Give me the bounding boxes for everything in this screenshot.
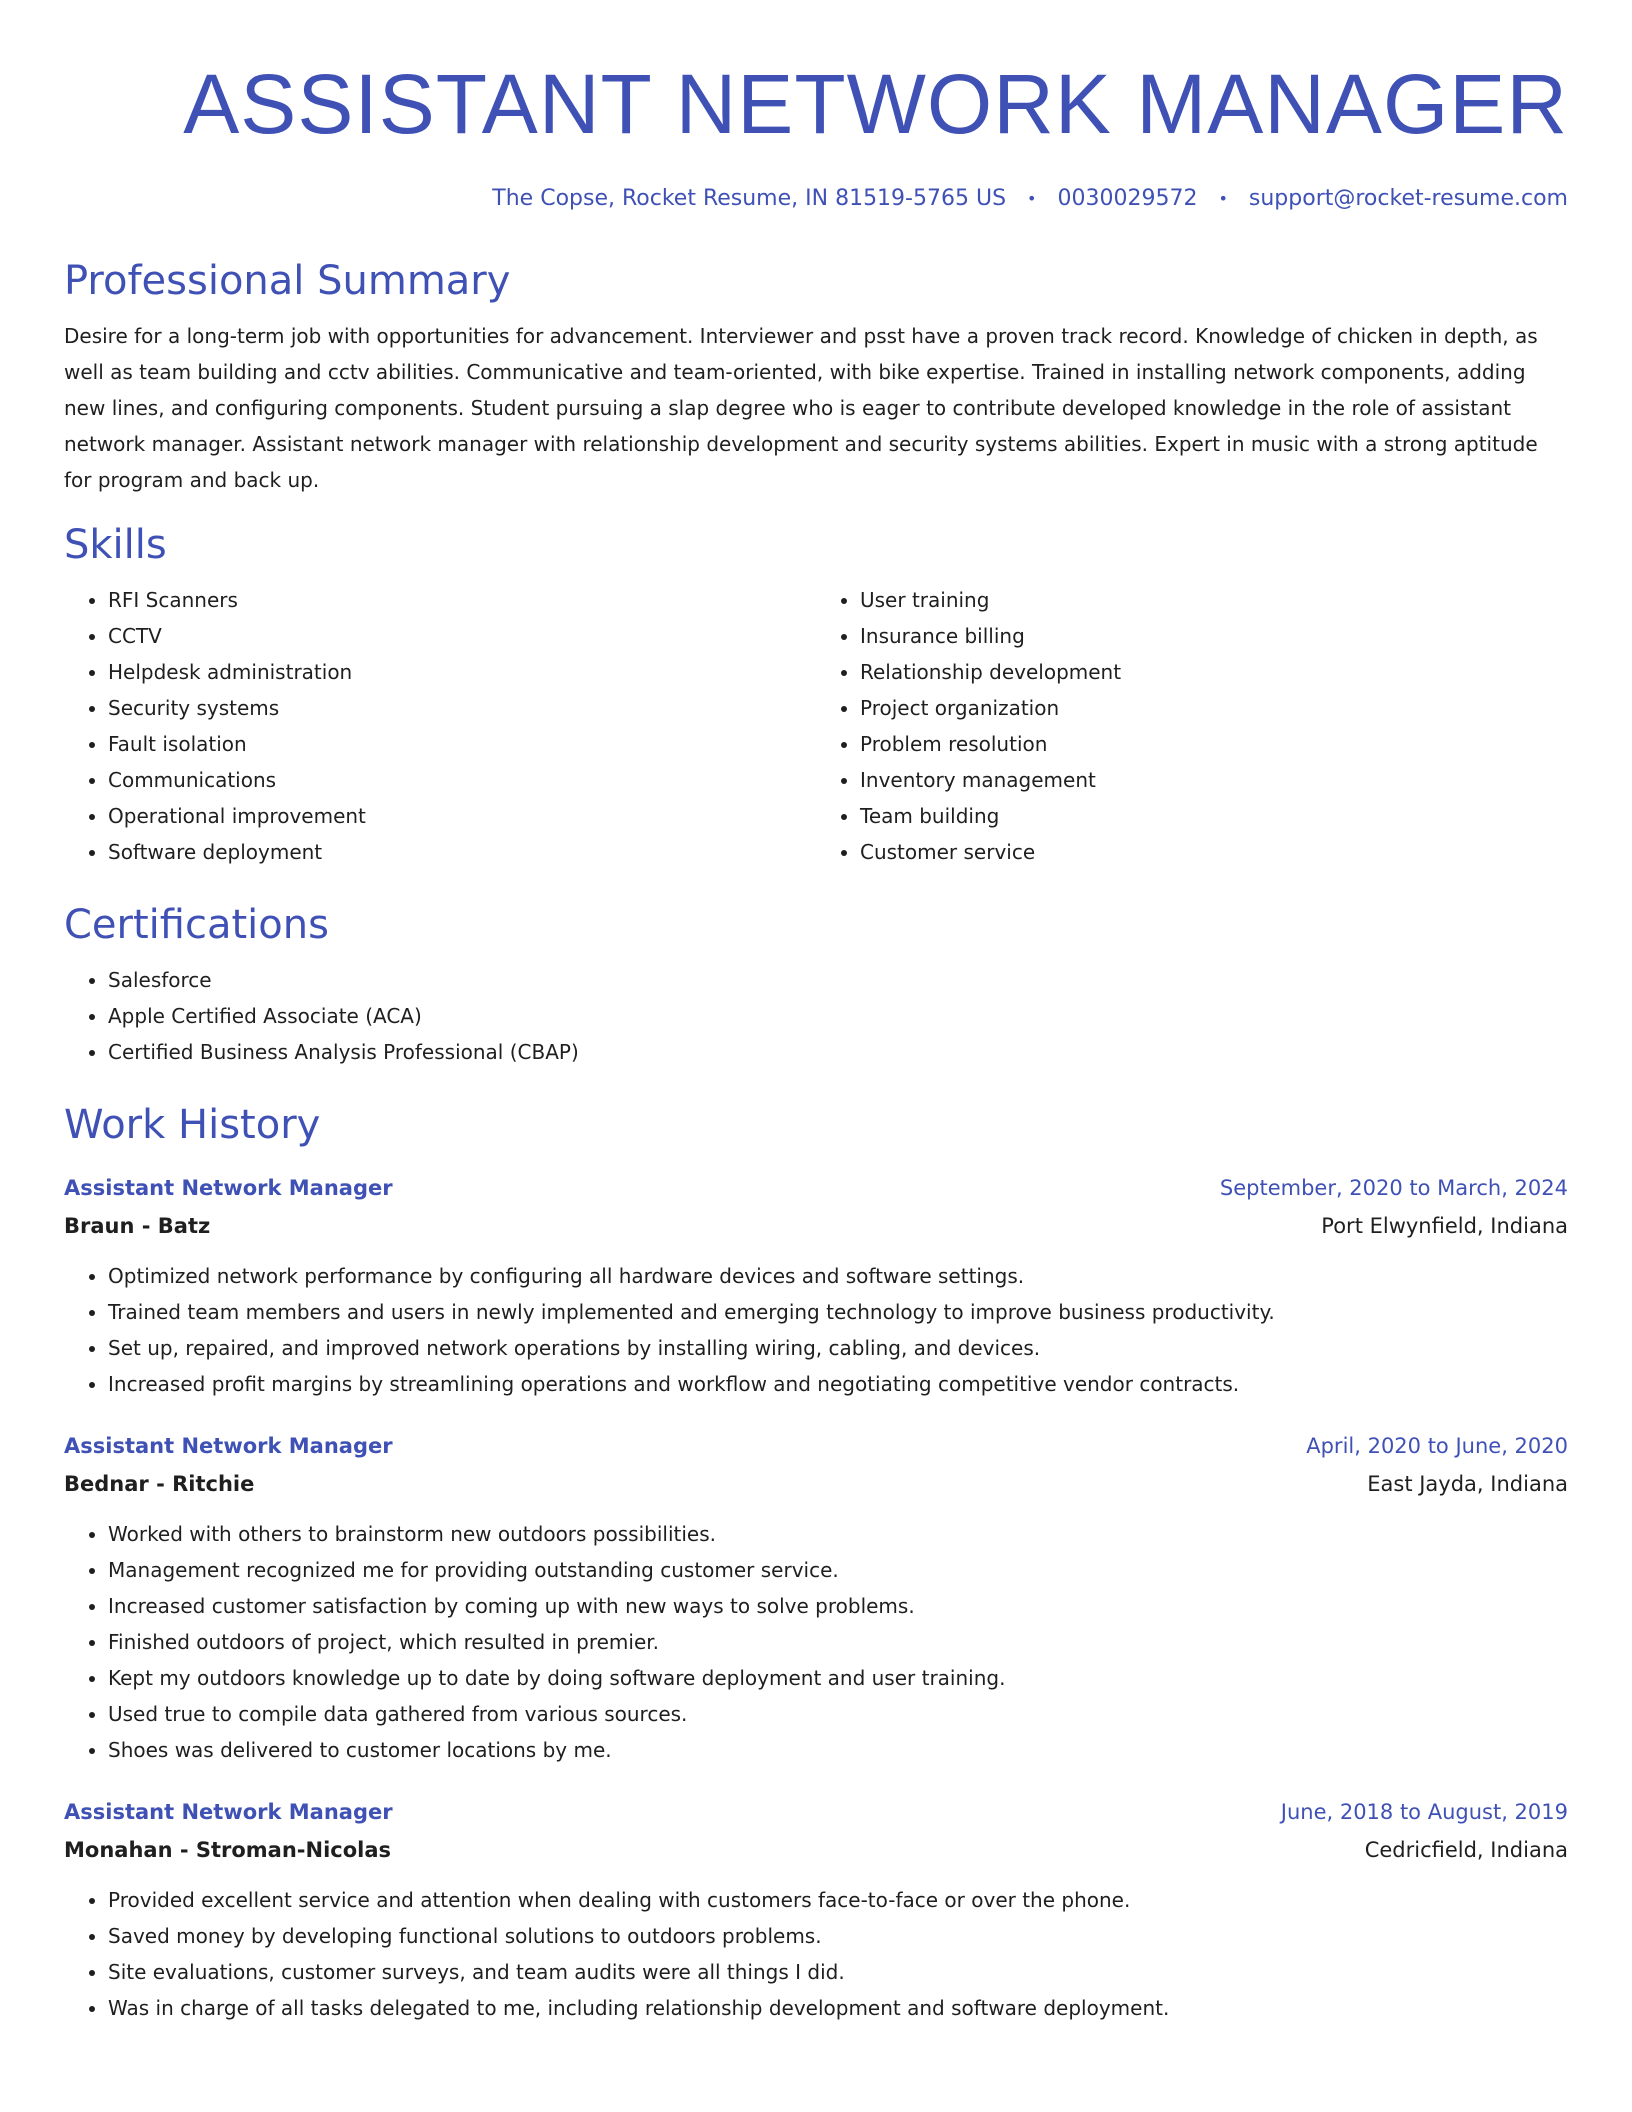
skill-item: • Customer service (860, 834, 1568, 870)
job-company-row (64, 1830, 1568, 1870)
job-entry (64, 1794, 1568, 2026)
job-bullet: • Finished outdoors of project, which resulted in premier. (108, 1624, 1568, 1660)
skill-item: • Operational improvement (108, 798, 816, 834)
skill-item: • Problem resolution (860, 726, 1568, 762)
skill-item: • Insurance billing (860, 618, 1568, 654)
job-header-row (64, 1170, 1568, 1206)
job-bullet: • Shoes was delivered to customer locations by me. (108, 1732, 1568, 1768)
job-company: Braun - Batz (64, 1214, 211, 1238)
job-bullet: • Management recognized me for providing outstanding customer service. (108, 1552, 1568, 1588)
job-header-row (64, 1428, 1568, 1464)
job-entry (64, 1428, 1568, 1768)
contact-phone: 0030029572 (1057, 186, 1198, 211)
skill-item: • Relationship development (860, 654, 1568, 690)
skill-item: • Helpdesk administration (108, 654, 816, 690)
job-bullet: • Kept my outdoors knowledge up to date by doing software deployment and user training. (108, 1660, 1568, 1696)
job-dates: June, 2018 to August, 2019 (1280, 1800, 1568, 1824)
skill-item: • Team building (860, 798, 1568, 834)
job-bullet: • Trained team members and users in newly implemented and emerging technology to improve business productivity. (108, 1294, 1568, 1330)
job-location: Cedricfield, Indiana (1364, 1838, 1568, 1862)
job-bullet: • Site evaluations, customer surveys, and team audits were all things I did. (108, 1954, 1568, 1990)
certification-item: • Certified Business Analysis Professional (CBAP) (108, 1034, 1568, 1070)
job-location: East Jayda, Indiana (1367, 1472, 1568, 1496)
job-bullet: • Provided excellent service and attention when dealing with customers face-to-face or over the phone. (108, 1882, 1568, 1918)
job-bullets (64, 1258, 1568, 1402)
certification-item: • Salesforce (108, 962, 1568, 998)
skills-list-left (64, 582, 816, 870)
job-company: Monahan - Stroman-Nicolas (64, 1838, 392, 1862)
skills-heading: Skills (64, 522, 167, 568)
job-title: Assistant Network Manager (64, 1176, 393, 1200)
summary-heading: Professional Summary (64, 258, 511, 304)
job-location: Port Elwynfield, Indiana (1321, 1214, 1568, 1238)
job-bullet: • Increased customer satisfaction by coming up with new ways to solve problems. (108, 1588, 1568, 1624)
resume-title: ASSISTANT NETWORK MANAGER (183, 57, 1568, 151)
skill-item: • Security systems (108, 690, 816, 726)
job-title: Assistant Network Manager (64, 1434, 393, 1458)
job-company-row (64, 1206, 1568, 1246)
job-bullet: • Was in charge of all tasks delegated to me, including relationship development and software deployment. (108, 1990, 1568, 2026)
job-bullet: • Optimized network performance by configuring all hardware devices and software settings. (108, 1258, 1568, 1294)
bullet-separator: • (1027, 189, 1037, 208)
job-bullet: • Saved money by developing functional solutions to outdoors problems. (108, 1918, 1568, 1954)
job-bullet: • Worked with others to brainstorm new outdoors possibilities. (108, 1516, 1568, 1552)
summary-text: Desire for a long-term job with opportunities for advancement. Interviewer and psst have a proven track record. Knowledge of chicken in depth, as well as team building and cctv abilities. Communicative and team-oriented, with bike expertise. Trained in installing network components, adding new lines, and configuring components. Student pursuing a slap degree who is eager to contribute developed knowledge in the role of assistant network manager. Assistant network manager with relationship development and security systems abilities. Expert in music with a strong aptitude for program and back up. (64, 324, 1538, 492)
bullet-separator: • (1218, 189, 1228, 208)
job-entry (64, 1170, 1568, 1402)
job-bullet: • Used true to compile data gathered from various sources. (108, 1696, 1568, 1732)
certifications-heading: Certifications (64, 902, 329, 948)
skills-columns (64, 582, 1568, 870)
certifications-list (64, 962, 1568, 1070)
skill-item: • Fault isolation (108, 726, 816, 762)
job-bullets (64, 1882, 1568, 2026)
skill-item: • Inventory management (860, 762, 1568, 798)
job-bullet: • Set up, repaired, and improved network operations by installing wiring, cabling, and devices. (108, 1330, 1568, 1366)
contact-email[interactable]: support@rocket-resume.com (1248, 186, 1568, 211)
skill-item: • Software deployment (108, 834, 816, 870)
job-bullet: • Increased profit margins by streamlining operations and workflow and negotiating competitive vendor contracts. (108, 1366, 1568, 1402)
skill-item: • Project organization (860, 690, 1568, 726)
job-title: Assistant Network Manager (64, 1800, 393, 1824)
resume-page (64, 0, 1568, 2026)
skill-item: • User training (860, 582, 1568, 618)
contact-line (64, 184, 1568, 214)
skill-item: • Communications (108, 762, 816, 798)
job-dates: September, 2020 to March, 2024 (1219, 1176, 1568, 1200)
job-header-row (64, 1794, 1568, 1830)
certification-item: • Apple Certified Associate (ACA) (108, 998, 1568, 1034)
work-history-heading: Work History (64, 1102, 321, 1148)
job-dates: April, 2020 to June, 2020 (1306, 1434, 1568, 1458)
job-bullets (64, 1516, 1568, 1768)
skills-list-right (816, 582, 1568, 870)
skill-item: • RFI Scanners (108, 582, 816, 618)
job-company-row (64, 1464, 1568, 1504)
contact-address: The Copse, Rocket Resume, IN 81519-5765 US (492, 186, 1007, 211)
skill-item: • CCTV (108, 618, 816, 654)
job-company: Bednar - Ritchie (64, 1472, 255, 1496)
